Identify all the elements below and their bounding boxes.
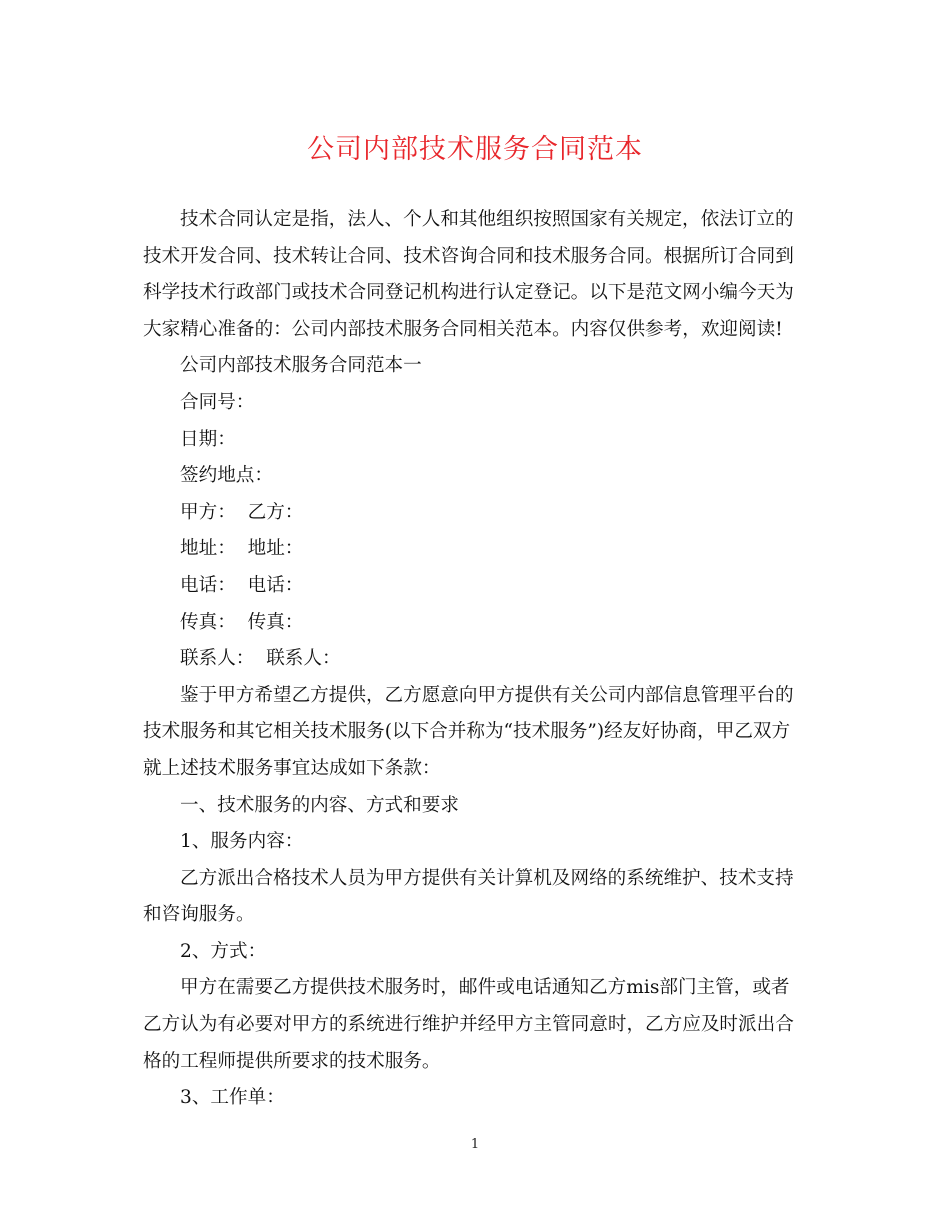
page-number: 1 [470,1137,480,1152]
text-line: 乙方派出合格技术人员为甲方提供有关计算机及网络的系统维护、技术支持 [180,867,794,889]
text-line: 技术合同认定是指，法人、个人和其他组织按照国家有关规定，依法订立的 [180,209,794,230]
text-line: 格的工程师提供所要求的技术服务。 [143,1050,441,1072]
text-line: 甲方在需要乙方提供技术服务时，邮件或电话通知乙方mis部门主管，或者 [180,977,790,999]
field-contract-no: 合同号： [180,391,255,413]
document-title: 公司内部技术服务合同范本 [307,134,643,165]
text-line: 大家精心准备的：公司内部技术服务合同相关范本。内容仅供参考，欢迎阅读! [143,318,783,340]
text-line: 乙方认为有必要对甲方的系统进行维护并经甲方主管同意时，乙方应及时派出合 [143,1014,794,1036]
field-fax: 传真： 传真： [180,611,304,633]
clause-1-title: 一、技术服务的内容、方式和要求 [180,794,459,816]
text-line: 和咨询服务。 [143,904,255,926]
field-date: 日期： [180,428,236,450]
item-1-title: 1、服务内容： [180,831,304,853]
item-2-paragraph [143,970,807,1080]
field-parties: 甲方： 乙方： [180,501,304,523]
text-line: 技术服务和其它相关技术服务(以下合并称为“技术服务”)经友好协商，甲乙双方 [143,721,791,743]
intro-paragraph [143,202,807,348]
text-line: 科学技术行政部门或技术合同登记机构进行认定登记。以下是范文网小编今天为 [143,282,794,304]
text-line: 就上述技术服务事宜达成如下条款： [143,757,441,779]
text-line: 鉴于甲方希望乙方提供，乙方愿意向甲方提供有关公司内部信息管理平台的 [180,684,794,706]
field-contact: 联系人： 联系人： [180,648,341,670]
field-address: 地址： 地址： [180,538,304,560]
item-2-title: 2、方式： [180,940,267,962]
item-3-title: 3、工作单： [180,1087,285,1109]
document-body [143,202,807,1117]
text-line: 技术开发合同、技术转让合同、技术咨询合同和技术服务合同。根据所订合同到 [143,245,794,267]
preamble-paragraph [143,678,807,788]
field-signing-place: 签约地点： [180,465,273,487]
item-1-paragraph [143,861,807,934]
section-title: 公司内部技术服务合同范本一 [180,355,422,377]
field-phone: 电话： 电话： [180,574,304,596]
